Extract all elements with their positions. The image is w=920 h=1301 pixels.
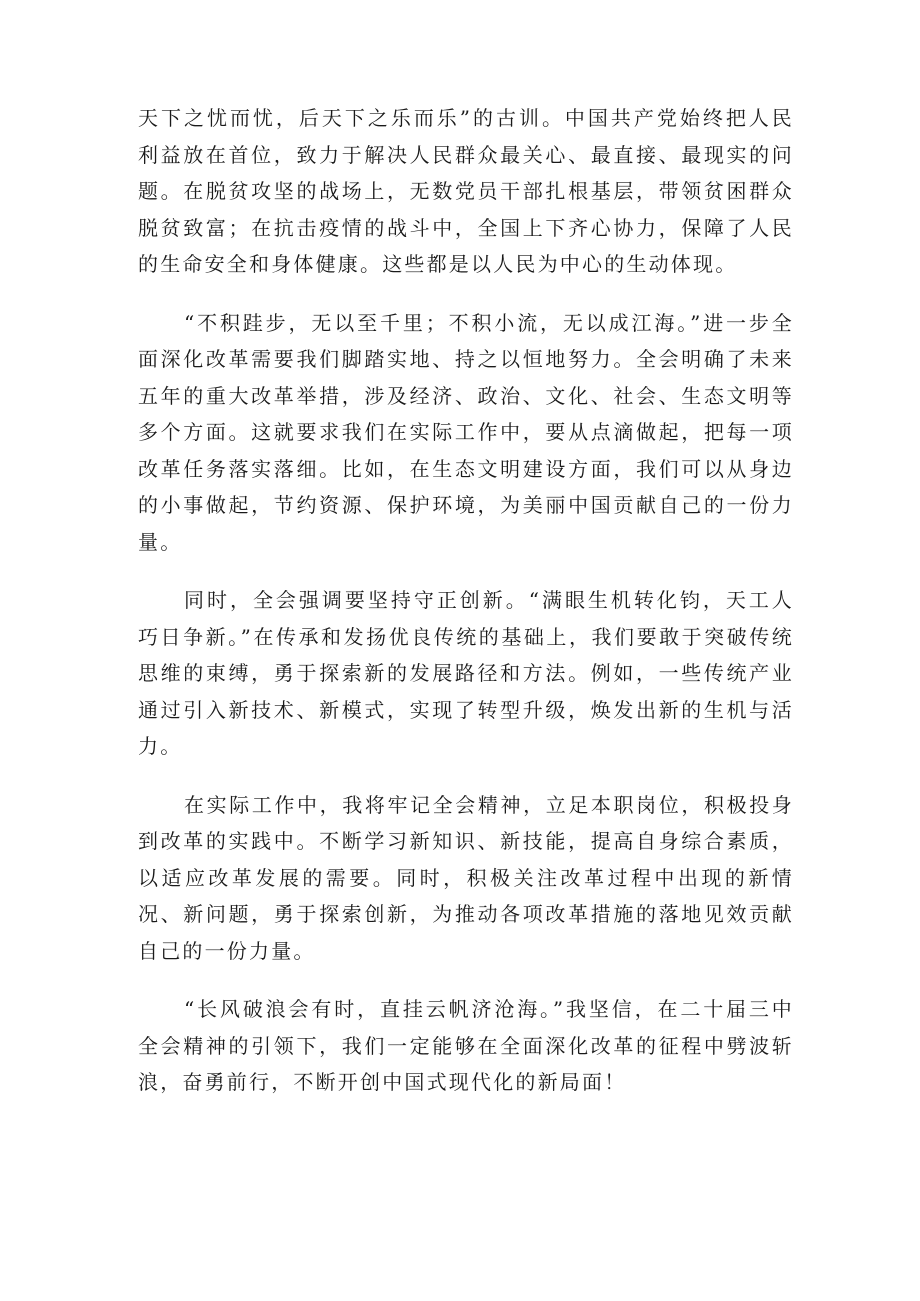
document-body: [138, 100, 794, 1123]
paragraph-innovation: 同时，全会强调要坚持守正创新。“满眼生机转化钧，天工人巧日争新。”在传承和发扬优良传统的基础上，我们要敢于突破传统思维的束缚，勇于探索新的发展路径和方法。例如，一些传统产业通过引入新技术、新模式，实现了转型升级，焕发出新的生机与活力。: [138, 588, 794, 758]
paragraph-continuation: 天下之忧而忧，后天下之乐而乐”的古训。中国共产党始终把人民利益放在首位，致力于解决人民群众最关心、最直接、最现实的问题。在脱贫攻坚的战场上，无数党员干部扎根基层，带领贫困群众脱贫致富；在抗击疫情的战斗中，全国上下齐心协力，保障了人民的生命安全和身体健康。这些都是以人民为中心的生动体现。: [138, 106, 794, 276]
paragraph-step-by-step: “不积跬步，无以至千里；不积小流，无以成江海。”进一步全面深化改革需要我们脚踏实地、持之以恒地努力。全会明确了未来五年的重大改革举措，涉及经济、政治、文化、社会、生态文明等多个方面。这就要求我们在实际工作中，要从点滴做起，把每一项改革任务落实落细。比如，在生态文明建设方面，我们可以从身边的小事做起，节约资源、保护环境，为美丽中国贡献自己的一份力量。: [138, 310, 794, 554]
paragraph-practice: 在实际工作中，我将牢记全会精神，立足本职岗位，积极投身到改革的实践中。不断学习新知识、新技能，提高自身综合素质，以适应改革发展的需要。同时，积极关注改革过程中出现的新情况、新问题，勇于探索创新，为推动各项改革措施的落地见效贡献自己的一份力量。: [138, 792, 794, 963]
paragraph-conclusion: “长风破浪会有时，直挂云帆济沧海。”我坚信，在二十届三中全会精神的引领下，我们一定能够在全面深化改革的征程中劈波斩浪，奋勇前行，不断开创中国式现代化的新局面！: [138, 997, 794, 1094]
